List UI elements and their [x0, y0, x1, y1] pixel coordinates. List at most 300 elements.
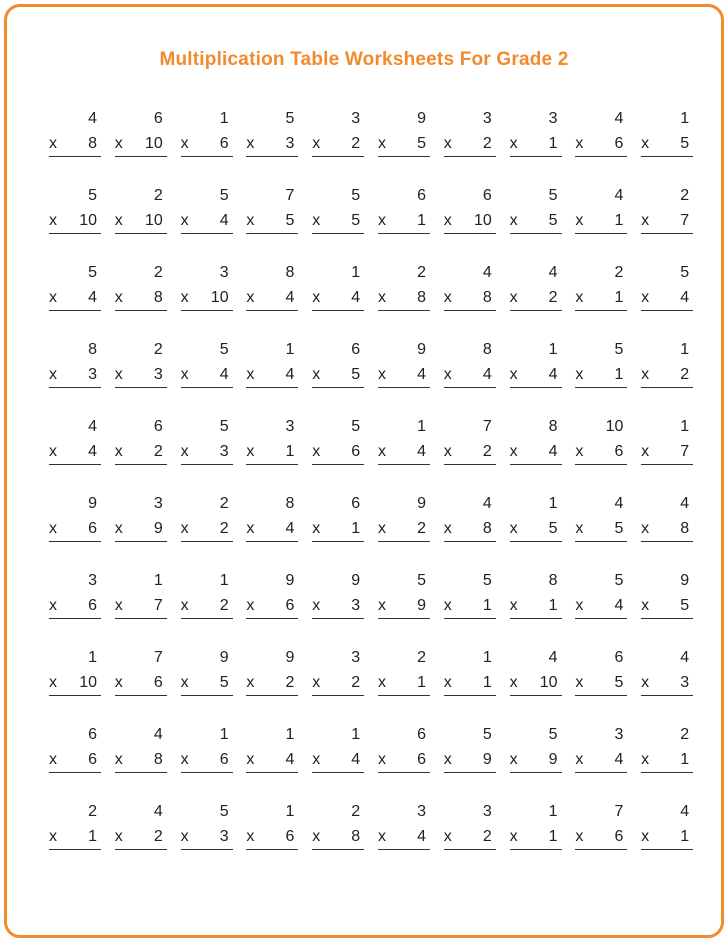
answer-rule	[510, 849, 562, 850]
answer-rule	[510, 772, 562, 773]
problem-bottom-line	[444, 212, 492, 230]
worksheet-frame	[4, 4, 724, 938]
problem-top-number: 1	[88, 649, 97, 666]
problem-top-number: 5	[88, 264, 97, 281]
problem-top-number: 5	[482, 572, 492, 589]
answer-rule	[181, 695, 233, 696]
problem-bottom-line	[49, 212, 97, 230]
problem-bottom-number: 10	[145, 135, 163, 152]
problem-top-number: 5	[482, 726, 492, 743]
answer-rule	[115, 310, 167, 311]
multiply-operator: x	[246, 212, 255, 229]
answer-rule	[181, 387, 233, 388]
answer-rule	[115, 156, 167, 157]
problem-bottom-line	[444, 443, 492, 461]
problem-item	[111, 493, 167, 544]
multiply-operator: x	[443, 828, 452, 845]
problem-bottom-number: 1	[614, 289, 624, 306]
problem-item	[45, 262, 101, 313]
problem-bottom-number: 6	[614, 135, 624, 152]
problem-top-number: 3	[614, 726, 624, 743]
answer-rule	[444, 156, 496, 157]
multiply-operator: x	[641, 289, 650, 306]
answer-rule	[312, 387, 364, 388]
problem-item	[308, 262, 364, 313]
problem-bottom-line	[246, 212, 294, 230]
answer-rule	[115, 618, 167, 619]
problem-bottom-number: 4	[219, 212, 229, 229]
answer-rule	[641, 464, 693, 465]
problem-bottom-line	[641, 828, 689, 846]
answer-rule	[378, 233, 430, 234]
multiply-operator: x	[246, 751, 255, 768]
problem-item	[637, 416, 693, 467]
problem-top-number: 4	[614, 187, 624, 204]
multiply-operator: x	[180, 289, 189, 306]
multiply-operator: x	[377, 212, 386, 229]
problem-top-number: 4	[614, 110, 624, 127]
problem-top-number: 3	[351, 110, 361, 127]
answer-rule	[49, 233, 101, 234]
problem-item	[177, 339, 233, 390]
problem-bottom-number: 1	[482, 597, 492, 614]
problem-item	[242, 108, 298, 159]
problem-bottom-line	[510, 751, 558, 769]
problem-bottom-line	[115, 443, 163, 461]
problem-top-number: 6	[153, 110, 163, 127]
problem-bottom-line	[510, 212, 558, 230]
answer-rule	[641, 695, 693, 696]
multiply-operator: x	[377, 674, 386, 691]
answer-rule	[246, 541, 298, 542]
multiply-operator: x	[641, 597, 650, 614]
problem-item	[308, 493, 364, 544]
problem-top-number: 1	[285, 726, 295, 743]
problem-item	[242, 185, 298, 236]
problem-item	[571, 108, 627, 159]
problem-bottom-line	[181, 135, 229, 153]
multiply-operator: x	[575, 289, 584, 306]
problem-bottom-line	[378, 212, 426, 230]
problem-bottom-number: 2	[153, 828, 163, 845]
problem-item	[45, 185, 101, 236]
problem-bottom-number: 2	[219, 520, 229, 537]
problem-top-number: 1	[285, 803, 295, 820]
problem-item	[440, 262, 496, 313]
problem-bottom-number: 4	[680, 289, 690, 306]
answer-rule	[378, 618, 430, 619]
problem-top-number: 5	[351, 187, 361, 204]
answer-rule	[510, 310, 562, 311]
problem-item	[242, 416, 298, 467]
problem-top-number: 2	[351, 803, 361, 820]
problem-bottom-line	[49, 289, 97, 307]
problem-bottom-line	[246, 289, 294, 307]
answer-rule	[312, 772, 364, 773]
problem-item	[374, 570, 430, 621]
problem-item	[571, 416, 627, 467]
multiply-operator: x	[377, 597, 386, 614]
multiply-operator: x	[49, 751, 57, 768]
answer-rule	[575, 156, 627, 157]
problem-bottom-line	[246, 674, 294, 692]
answer-rule	[49, 618, 101, 619]
problem-bottom-line	[312, 135, 360, 153]
problem-bottom-line	[115, 751, 163, 769]
problem-bottom-number: 4	[285, 289, 295, 306]
problem-bottom-number: 4	[351, 751, 361, 768]
multiply-operator: x	[509, 289, 518, 306]
problem-top-number: 1	[548, 803, 558, 820]
problem-bottom-line	[575, 443, 623, 461]
answer-rule	[641, 541, 693, 542]
problem-bottom-number: 1	[482, 674, 492, 691]
problem-bottom-line	[444, 828, 492, 846]
problem-bottom-number: 10	[210, 289, 229, 306]
problem-bottom-number: 4	[285, 751, 295, 768]
problem-item	[308, 801, 364, 852]
answer-rule	[181, 618, 233, 619]
problem-bottom-line	[246, 443, 294, 461]
multiply-operator: x	[246, 520, 255, 537]
multiply-operator: x	[641, 674, 650, 691]
problem-bottom-line	[115, 674, 163, 692]
problem-bottom-line	[312, 828, 360, 846]
multiply-operator: x	[641, 828, 650, 845]
answer-rule	[575, 849, 627, 850]
problem-item	[506, 339, 562, 390]
problem-top-number: 2	[680, 187, 690, 204]
problem-top-number: 4	[88, 110, 97, 127]
problem-bottom-number: 2	[219, 597, 229, 614]
problem-item	[571, 493, 627, 544]
problem-bottom-number: 5	[285, 212, 295, 229]
problem-bottom-line	[510, 597, 558, 615]
answer-rule	[378, 541, 430, 542]
multiply-operator: x	[575, 212, 584, 229]
problem-top-number: 8	[548, 418, 558, 435]
answer-rule	[312, 618, 364, 619]
problem-top-number: 3	[417, 803, 426, 820]
problem-bottom-number: 5	[548, 212, 558, 229]
problem-top-number: 5	[680, 264, 690, 281]
problem-item	[571, 724, 627, 775]
problem-top-number: 6	[351, 341, 361, 358]
problem-bottom-number: 10	[79, 212, 97, 229]
problem-item	[571, 647, 627, 698]
problem-item	[177, 647, 233, 698]
problem-item	[308, 570, 364, 621]
problem-bottom-line	[641, 212, 689, 230]
multiply-operator: x	[575, 751, 584, 768]
multiply-operator: x	[246, 289, 255, 306]
problem-item	[506, 262, 562, 313]
problem-bottom-number: 8	[153, 289, 163, 306]
problem-top-number: 8	[548, 572, 558, 589]
multiply-operator: x	[377, 443, 386, 460]
problem-bottom-line	[575, 520, 623, 538]
answer-rule	[444, 849, 496, 850]
multiply-operator: x	[312, 289, 321, 306]
problem-bottom-line	[115, 212, 163, 230]
answer-rule	[510, 156, 562, 157]
problem-top-number: 8	[285, 264, 295, 281]
problem-bottom-number: 4	[417, 366, 426, 383]
problem-bottom-line	[181, 674, 229, 692]
multiply-operator: x	[509, 443, 518, 460]
answer-rule	[510, 387, 562, 388]
problem-item	[45, 647, 101, 698]
answer-rule	[115, 233, 167, 234]
multiply-operator: x	[180, 135, 189, 152]
problem-item	[440, 724, 496, 775]
problem-bottom-line	[312, 443, 360, 461]
answer-rule	[378, 156, 430, 157]
answer-rule	[378, 310, 430, 311]
problem-item	[571, 262, 627, 313]
problem-bottom-number: 6	[219, 135, 229, 152]
problem-item	[637, 493, 693, 544]
problem-bottom-line	[246, 828, 294, 846]
problem-bottom-number: 3	[351, 597, 361, 614]
answer-rule	[575, 387, 627, 388]
problem-bottom-line	[444, 597, 492, 615]
problem-top-number: 4	[548, 649, 558, 666]
problem-top-number: 3	[482, 803, 492, 820]
problem-top-number: 2	[417, 649, 426, 666]
problem-item	[242, 570, 298, 621]
answer-rule	[641, 310, 693, 311]
problem-top-number: 6	[417, 187, 426, 204]
problem-bottom-line	[312, 212, 360, 230]
problem-bottom-line	[115, 520, 163, 538]
problem-item	[637, 724, 693, 775]
answer-rule	[49, 772, 101, 773]
problem-item	[440, 493, 496, 544]
problem-bottom-number: 4	[88, 289, 97, 306]
problem-top-number: 10	[605, 418, 624, 435]
problem-item	[308, 185, 364, 236]
problem-top-number: 6	[88, 726, 97, 743]
problem-bottom-line	[444, 520, 492, 538]
multiply-operator: x	[377, 366, 386, 383]
problem-bottom-line	[181, 289, 229, 307]
problem-top-number: 2	[614, 264, 624, 281]
problem-bottom-number: 8	[417, 289, 426, 306]
problem-item	[374, 493, 430, 544]
multiply-operator: x	[641, 443, 650, 460]
problem-top-number: 3	[88, 572, 97, 589]
problem-top-number: 1	[680, 341, 690, 358]
problem-bottom-line	[378, 366, 426, 384]
problem-bottom-line	[510, 828, 558, 846]
problem-item	[374, 108, 430, 159]
problem-top-number: 6	[351, 495, 361, 512]
problem-item	[308, 724, 364, 775]
answer-rule	[575, 310, 627, 311]
problem-bottom-line	[444, 135, 492, 153]
problem-bottom-line	[49, 520, 97, 538]
problem-bottom-number: 5	[614, 674, 624, 691]
problem-top-number: 8	[88, 341, 97, 358]
problem-item	[374, 724, 430, 775]
multiply-operator: x	[443, 443, 452, 460]
problem-bottom-number: 4	[417, 443, 426, 460]
problem-item	[177, 724, 233, 775]
multiply-operator: x	[509, 751, 518, 768]
problem-top-number: 5	[614, 341, 624, 358]
problem-top-number: 3	[219, 264, 229, 281]
answer-rule	[115, 695, 167, 696]
problem-bottom-number: 8	[482, 520, 492, 537]
problem-item	[374, 185, 430, 236]
problem-item	[111, 647, 167, 698]
multiply-operator: x	[180, 443, 189, 460]
multiply-operator: x	[49, 443, 57, 460]
problem-top-number: 6	[417, 726, 426, 743]
problem-top-number: 1	[351, 264, 361, 281]
answer-rule	[49, 156, 101, 157]
problem-item	[571, 801, 627, 852]
problem-bottom-line	[641, 289, 689, 307]
problem-top-number: 1	[417, 418, 426, 435]
problem-bottom-number: 1	[680, 751, 690, 768]
problem-item	[111, 801, 167, 852]
multiply-operator: x	[114, 597, 123, 614]
problem-bottom-line	[510, 135, 558, 153]
problem-top-number: 4	[680, 495, 690, 512]
problem-top-number: 7	[153, 649, 163, 666]
multiply-operator: x	[114, 443, 123, 460]
multiply-operator: x	[443, 289, 452, 306]
problem-bottom-number: 1	[88, 828, 97, 845]
answer-rule	[312, 233, 364, 234]
problem-item	[440, 416, 496, 467]
problem-bottom-number: 6	[351, 443, 361, 460]
problem-top-number: 4	[153, 726, 163, 743]
problem-bottom-number: 5	[680, 135, 690, 152]
problem-bottom-number: 2	[482, 135, 492, 152]
problem-top-number: 5	[417, 572, 426, 589]
problem-item	[637, 570, 693, 621]
multiply-operator: x	[509, 597, 518, 614]
problem-item	[111, 108, 167, 159]
problem-top-number: 7	[285, 187, 295, 204]
multiply-operator: x	[575, 520, 584, 537]
problem-bottom-number: 6	[153, 674, 163, 691]
problem-bottom-line	[378, 520, 426, 538]
answer-rule	[510, 233, 562, 234]
multiply-operator: x	[509, 520, 518, 537]
problem-bottom-number: 5	[614, 520, 624, 537]
problem-top-number: 9	[417, 341, 426, 358]
answer-rule	[378, 695, 430, 696]
problem-bottom-number: 6	[285, 597, 295, 614]
problem-top-number: 1	[219, 110, 229, 127]
problem-bottom-line	[181, 366, 229, 384]
multiply-operator: x	[377, 751, 386, 768]
multiply-operator: x	[575, 135, 584, 152]
problem-item	[374, 801, 430, 852]
problem-top-number: 4	[482, 495, 492, 512]
problem-item	[242, 493, 298, 544]
multiply-operator: x	[443, 674, 452, 691]
problem-bottom-number: 10	[539, 674, 558, 691]
multiply-operator: x	[312, 212, 321, 229]
multiply-operator: x	[114, 674, 123, 691]
problem-bottom-line	[641, 597, 689, 615]
multiply-operator: x	[49, 289, 57, 306]
multiply-operator: x	[641, 212, 650, 229]
problem-bottom-number: 2	[482, 828, 492, 845]
problem-top-number: 5	[548, 187, 558, 204]
problem-bottom-line	[49, 674, 97, 692]
multiply-operator: x	[180, 674, 189, 691]
problem-item	[177, 185, 233, 236]
problem-item	[440, 801, 496, 852]
answer-rule	[444, 541, 496, 542]
problem-top-number: 5	[548, 726, 558, 743]
problem-top-number: 1	[680, 110, 690, 127]
problem-item	[242, 262, 298, 313]
problem-top-number: 8	[482, 341, 492, 358]
problem-bottom-line	[641, 443, 689, 461]
answer-rule	[575, 464, 627, 465]
problem-top-number: 2	[417, 264, 426, 281]
problem-bottom-number: 10	[145, 212, 163, 229]
answer-rule	[378, 464, 430, 465]
problem-bottom-number: 1	[351, 520, 361, 537]
problem-bottom-line	[312, 289, 360, 307]
problem-bottom-line	[115, 289, 163, 307]
answer-rule	[378, 772, 430, 773]
problem-bottom-line	[510, 289, 558, 307]
worksheet-title: Multiplication Table Worksheets For Grade 2	[159, 49, 569, 70]
problem-bottom-line	[378, 443, 426, 461]
problem-item	[637, 108, 693, 159]
answer-rule	[115, 464, 167, 465]
multiply-operator: x	[575, 597, 584, 614]
problem-bottom-number: 5	[219, 674, 229, 691]
multiply-operator: x	[114, 212, 123, 229]
problem-bottom-number: 6	[417, 751, 426, 768]
problem-bottom-number: 9	[153, 520, 163, 537]
problem-bottom-line	[444, 674, 492, 692]
answer-rule	[510, 695, 562, 696]
problem-bottom-line	[378, 597, 426, 615]
problem-item	[506, 108, 562, 159]
problem-top-number: 5	[219, 187, 229, 204]
answer-rule	[246, 156, 298, 157]
problem-bottom-number: 2	[417, 520, 426, 537]
answer-rule	[575, 541, 627, 542]
problem-top-number: 9	[417, 495, 426, 512]
problem-top-number: 2	[153, 264, 163, 281]
multiply-operator: x	[575, 828, 584, 845]
problem-bottom-line	[575, 289, 623, 307]
answer-rule	[49, 541, 101, 542]
problem-bottom-number: 5	[351, 366, 361, 383]
problem-item	[177, 493, 233, 544]
problem-item	[374, 262, 430, 313]
problem-bottom-number: 3	[680, 674, 690, 691]
multiply-operator: x	[114, 366, 123, 383]
problem-grid	[45, 108, 693, 852]
multiply-operator: x	[509, 212, 518, 229]
problem-top-number: 9	[680, 572, 690, 589]
problem-bottom-number: 4	[88, 443, 97, 460]
answer-rule	[312, 156, 364, 157]
